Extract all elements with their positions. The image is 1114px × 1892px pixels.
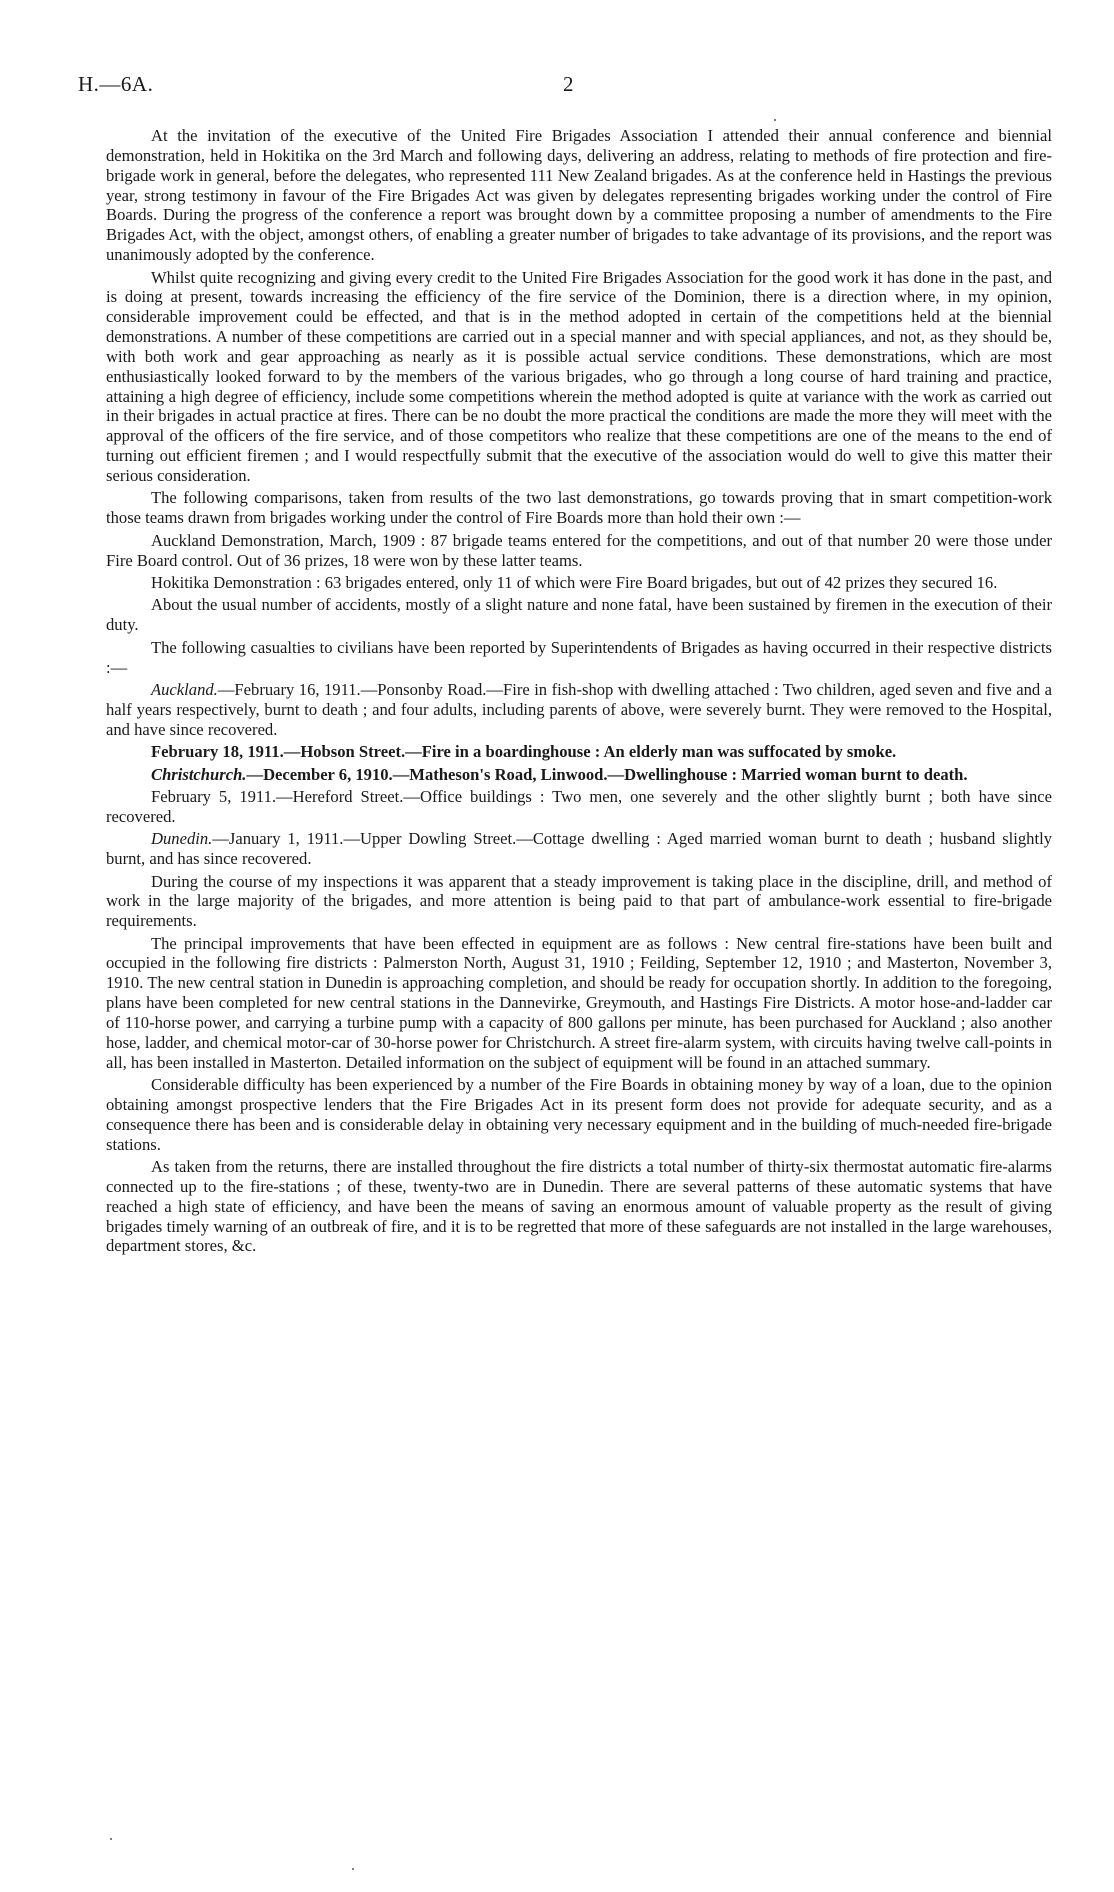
paragraph-conference: At the invitation of the executive of the United Fire Brigades Association I attended their annual conference and biennial demonstration, held in Hokitika on the 3rd March and following days, delivering an address, relating to methods of fire protection and fire-brigade work in general, before the delegates, who represented 111 New Zealand brigades. As at the conference held in Hastings the previous year, strong testimony in favour of the Fire Brigades Act was given by delegates representing brigades working under the control of Fire Boards. During the progress of the conference a report was brought down by a committee proposing a number of amendments to the Fire Brigades Act, with the object, amongst others, of enabling a greater number of brigades to take advantage of its provisions, and the report was unanimously adopted by the conference. [106, 126, 1052, 265]
casualty-place: Christchurch. [151, 764, 247, 784]
casualty-text: —December 6, 1910.—Matheson's Road, Linwood.—Dwellinghouse : Married woman burnt to death. [246, 764, 968, 784]
casualty-entry [106, 829, 1052, 869]
page-number: 2 [563, 72, 574, 96]
casualty-text: February 5, 1911.—Hereford Street.—Office buildings : Two men, one severely and the other slightly burnt ; both have since recovered. [106, 786, 1052, 826]
casualty-text: —January 1, 1911.—Upper Dowling Street.—Cottage dwelling : Aged married woman burnt to death ; husband slightly burnt, and has since recovered. [106, 829, 1052, 869]
paragraph-hokitika-demonstration: Hokitika Demonstration : 63 brigades entered, only 11 of which were Fire Board brigades, but out of 42 prizes they secured 16. [151, 572, 998, 592]
casualty-text: February 18, 1911.—Hobson Street.—Fire in a boardinghouse : An elderly man was suffocated by smoke. [151, 742, 897, 762]
paragraph-casualties-intro: The following casualties to civilians have been reported by Superintendents of Brigades as having occurred in their respective districts :— [106, 637, 1052, 677]
document-code: H.—6A. [78, 72, 154, 96]
casualty-place: Dunedin. [151, 829, 213, 849]
print-speck [774, 119, 776, 121]
document-body [106, 126, 1052, 1259]
casualty-entry [106, 680, 1052, 740]
print-speck [110, 1838, 112, 1840]
print-speck [352, 1868, 354, 1870]
casualty-text: —February 16, 1911.—Ponsonby Road.—Fire in fish-shop with dwelling attached : Two children, aged seven and five and a half years respectively, burnt to death ; and four adults, including parents of above, were severely burnt. They were removed to the Hospital, and have since recovered. [106, 679, 1052, 739]
casualty-entry [106, 765, 1052, 785]
casualty-entry [106, 742, 1052, 762]
paragraph-fire-alarms: As taken from the returns, there are installed throughout the fire districts a total number of thirty-six thermostat automatic fire-alarms connected up to the fire-stations ; of these, twenty-two are in Dunedin. There are several patterns of these automatic systems that have reached a high state of efficiency, and have been the means of saving an enormous amount of valuable property as the result of giving brigades timely warning of an outbreak of fire, and it is to be regretted that more of these safeguards are not installed in the large warehouses, department stores, &c. [106, 1157, 1052, 1256]
paragraph-competitions: Whilst quite recognizing and giving every credit to the United Fire Brigades Association for the good work it has done in the past, and is doing at present, towards increasing the efficiency of the fire service of the Dominion, there is a direction where, in my opinion, considerable improvement could be effected, and that is in the method adopted in certain of the competitions held at the biennial demonstrations. A number of these competitions are carried out in a special manner and with special appliances, and not, as they should be, with both work and gear approaching as nearly as it is possible actual service conditions. These demonstrations, which are most enthusiastically looked forward to by the members of the various brigades, who go through a long course of hard training and practice, attaining a high degree of efficiency, include some competitions wherein the method adopted is quite at variance with the work as carried out in their brigades in actual practice at fires. There can be no doubt the more practical the conditions are made the more they will meet with the approval of the officers of the fire service, and of those competitors who realize that these competitions are one of the means to the end of turning out efficient firemen ; and I would respectfully submit that the executive of the association would do well to give this matter their serious consideration. [106, 267, 1052, 485]
casualty-entry [106, 787, 1052, 827]
paragraph-loans: Considerable difficulty has been experienced by a number of the Fire Boards in obtaining money by way of a loan, due to the opinion obtaining amongst prospective lenders that the Fire Brigades Act in its present form does not provide for adequate security, and as a consequence there has been and is considerable delay in obtaining very necessary equipment and in the building of much-needed fire-brigade stations. [106, 1075, 1052, 1154]
paragraph-equipment: The principal improvements that have been effected in equipment are as follows : New central fire-stations have been built and occupied in the following fire districts : Palmerston North, August 31, 1910 ; Feilding, September 12, 1910 ; and Masterton, November 3, 1910. The new central station in Dunedin is approaching completion, and should be ready for occupation shortly. In addition to the foregoing, plans have been completed for new central stations in the Dannevirke, Greymouth, and Hastings Fire Districts. A motor hose-and-ladder car of 110-horse power, and carrying a turbine pump with a capacity of 800 gallons per minute, has been purchased for Auckland ; also another hose, ladder, and chemical motor-car of 30-horse power for Christchurch. A street fire-alarm system, with circuits having twelve call-points in all, has been installed in Masterton. Detailed information on the subject of equipment will be found in an attached summary. [106, 933, 1052, 1072]
casualty-place: Auckland. [151, 679, 218, 699]
paragraph-inspections: During the course of my inspections it was apparent that a steady improvement is taking place in the discipline, drill, and method of work in the large majority of the brigades, and more attention is being paid to that part of ambulance-work essential to fire-brigade requirements. [106, 871, 1052, 931]
paragraph-accidents: About the usual number of accidents, mostly of a slight nature and none fatal, have been sustained by firemen in the execution of their duty. [106, 595, 1052, 635]
paragraph-comparisons: The following comparisons, taken from results of the two last demonstrations, go towards proving that in smart competition-work those teams drawn from brigades working under the control of Fire Boards more than hold their own :— [106, 488, 1052, 528]
paragraph-auckland-demonstration: Auckland Demonstration, March, 1909 : 87 brigade teams entered for the competitions, and out of that number 20 were those under Fire Board control. Out of 36 prizes, 18 were won by these latter teams. [106, 530, 1052, 570]
